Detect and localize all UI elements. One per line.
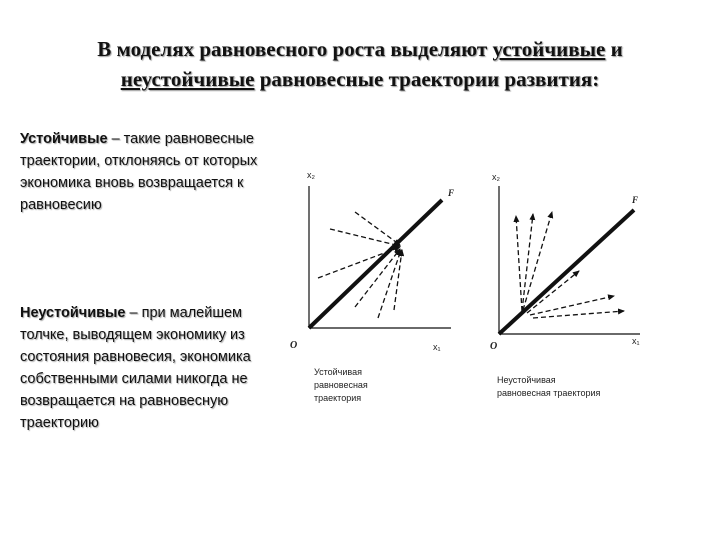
title-stable-word: устойчивые	[492, 37, 606, 61]
unstable-arrow-2	[522, 214, 533, 311]
unstable-lead: Неустойчивые	[20, 305, 126, 321]
title-part3: равновесные траектории развития:	[254, 67, 600, 91]
unstable-arrow-1	[516, 216, 522, 311]
unstable-arrow-4	[527, 271, 579, 313]
stable-equilibrium-line	[309, 200, 442, 328]
unstable-y-label: x₂	[492, 172, 500, 182]
stable-lead: Устойчивые	[20, 131, 108, 147]
title-unstable-word: неустойчивые	[120, 67, 255, 91]
stable-diagram	[290, 170, 454, 352]
stable-dashed-arrows	[318, 212, 402, 318]
unstable-origin-label: O	[490, 341, 498, 352]
stable-line-label: F	[448, 188, 455, 198]
stable-origin-label: O	[290, 340, 298, 351]
stable-arrow-3	[318, 247, 400, 278]
unstable-caption: Неустойчивая равновесная траектория	[497, 375, 601, 398]
stable-y-label: x₂	[307, 170, 315, 180]
unstable-line-label: F	[632, 195, 639, 205]
unstable-diagram	[490, 172, 640, 352]
unstable-arrow-6	[533, 311, 624, 318]
unstable-rest: – при малейшем толчке, выводящем экономику из состояния равновесия, экономика собственными силами никогда не возвращается на равновесную траекторию	[20, 305, 251, 431]
stable-caption: Устойчивая равновесная траектория	[314, 367, 368, 403]
stable-x-label: x₁	[433, 342, 441, 352]
title-part2: и	[605, 37, 623, 61]
stable-rest: – такие равновесные траектории, отклоняясь от которых экономика вновь возвращается к равновесию	[20, 131, 258, 213]
unstable-x-label: x₁	[632, 336, 640, 346]
stable-arrow-6	[394, 250, 402, 310]
title-part1: В моделях равновесного роста выделяют	[97, 37, 493, 61]
